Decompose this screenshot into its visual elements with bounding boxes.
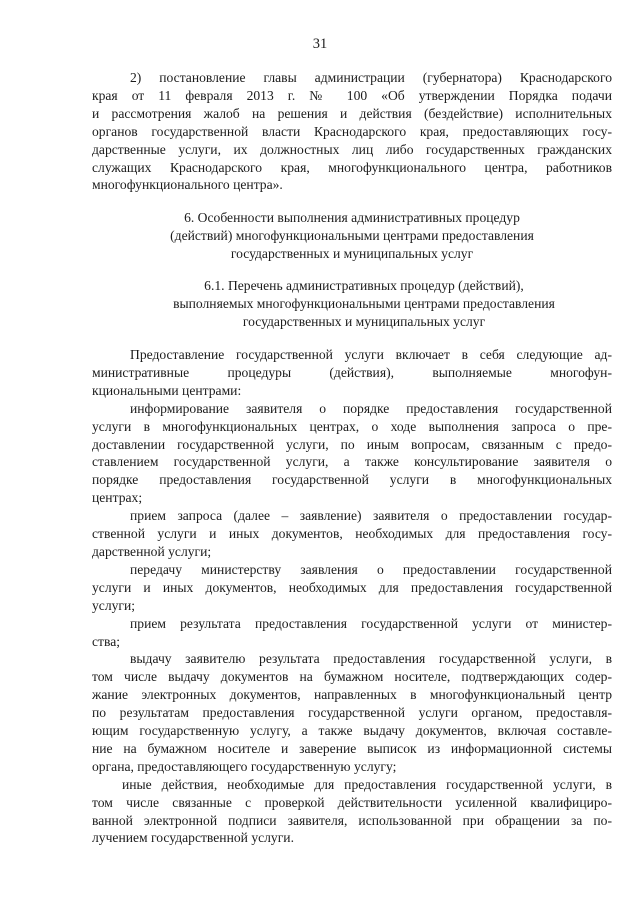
section-heading bbox=[92, 209, 612, 263]
body-line: доставлении государственной услуги, по иным вопросам, связанным с предо- bbox=[92, 436, 612, 452]
body-line: ства; bbox=[92, 633, 121, 649]
body-line: услуги и иных документов, необходимых для предоставления государственной bbox=[92, 579, 612, 595]
body-line: центрах; bbox=[92, 490, 143, 506]
intro-line: служащих Краснодарского края, многофункционального центра, работников bbox=[92, 159, 612, 175]
intro-line: дарственные услуги, их должностных лиц либо государственных гражданских bbox=[92, 141, 612, 157]
body-line: ставлением государственной услуги, а также консультирование заявителя о bbox=[92, 454, 612, 470]
body-line: информирование заявителя о порядке предоставления государственной bbox=[130, 400, 612, 416]
intro-line: 2) постановление главы администрации (губернатора) Краснодарского bbox=[130, 70, 612, 85]
body-line: прием результата предоставления государственной услуги от министер- bbox=[130, 615, 612, 631]
body-line: по результатам предоставления государственной услуги органом, предоставля- bbox=[92, 705, 612, 721]
intro-paragraph bbox=[92, 69, 612, 194]
body-line: дарственной услуги; bbox=[92, 543, 212, 559]
body-line: жание электронных документов, направленных в многофункциональный центр bbox=[92, 687, 612, 703]
subsection-heading-line: 6.1. Перечень административных процедур (действий), bbox=[204, 278, 524, 293]
section-heading-line: (действий) многофункциональными центрами предоставления bbox=[170, 228, 534, 243]
body-line: лучением государственной услуги. bbox=[92, 830, 294, 846]
body-line: иные действия, необходимые для предоставления государственной услуги, в bbox=[122, 776, 612, 792]
intro-line: органов государственной власти Краснодарского края, предоставляющих госу- bbox=[92, 123, 612, 139]
intro-line: и рассмотрения жалоб на решения и действия (бездействие) исполнительных bbox=[92, 105, 612, 121]
subsection-heading-line: выполняемых многофункциональными центрами предоставления bbox=[173, 296, 555, 311]
intro-line: многофункционального центра». bbox=[92, 177, 283, 193]
page-number: 31 bbox=[312, 36, 328, 52]
body-line: ющим государственную услугу, а также выдачу документов, включая составле- bbox=[92, 723, 612, 739]
subsection-heading bbox=[104, 277, 624, 331]
body-line: прием запроса (далее – заявление) заявителя о предоставлении государ- bbox=[130, 508, 612, 524]
body-line: порядке предоставления государственной услуги в многофункциональных bbox=[92, 472, 612, 488]
body-line: кциональными центрами: bbox=[92, 382, 242, 398]
body-line: министративные процедуры (действия), выполняемые многофун- bbox=[92, 364, 612, 380]
body-line: передачу министерству заявления о предоставлении государственной bbox=[130, 561, 612, 577]
body-line: Предоставление государственной услуги включает в себя следующие ад- bbox=[130, 347, 612, 362]
subsection-heading-line: государственных и муниципальных услуг bbox=[242, 314, 486, 329]
body-line: ванной электронной подписи заявителя, использованной при обращении за по- bbox=[92, 812, 612, 828]
body-line: органа, предоставляющего государственную услугу; bbox=[92, 758, 397, 774]
body-line: услуги; bbox=[92, 597, 136, 613]
body-line: ние на бумажном носителе и заверение выписок из информационной системы bbox=[92, 740, 612, 756]
section-heading-line: государственных и муниципальных услуг bbox=[230, 246, 474, 261]
section-heading-line: 6. Особенности выполнения административных процедур bbox=[184, 210, 520, 225]
intro-line: края от 11 февраля 2013 г. № 100 «Об утверждении Порядка подачи bbox=[92, 87, 612, 103]
body-line: том числе выдачу документов на бумажном носителе, подтверждающих содер- bbox=[92, 669, 612, 685]
body-line: ственной услуги и иных документов, необходимых для предоставления госу- bbox=[92, 526, 612, 542]
body-text bbox=[92, 346, 612, 847]
body-line: услуги в многофункциональных центрах, о ходе выполнения запроса о пре- bbox=[92, 418, 612, 434]
body-line: том числе связанные с проверкой действительности усиленной квалифициро- bbox=[92, 794, 612, 810]
body-line: выдачу заявителю результата предоставления государственной услуги, в bbox=[130, 651, 612, 667]
